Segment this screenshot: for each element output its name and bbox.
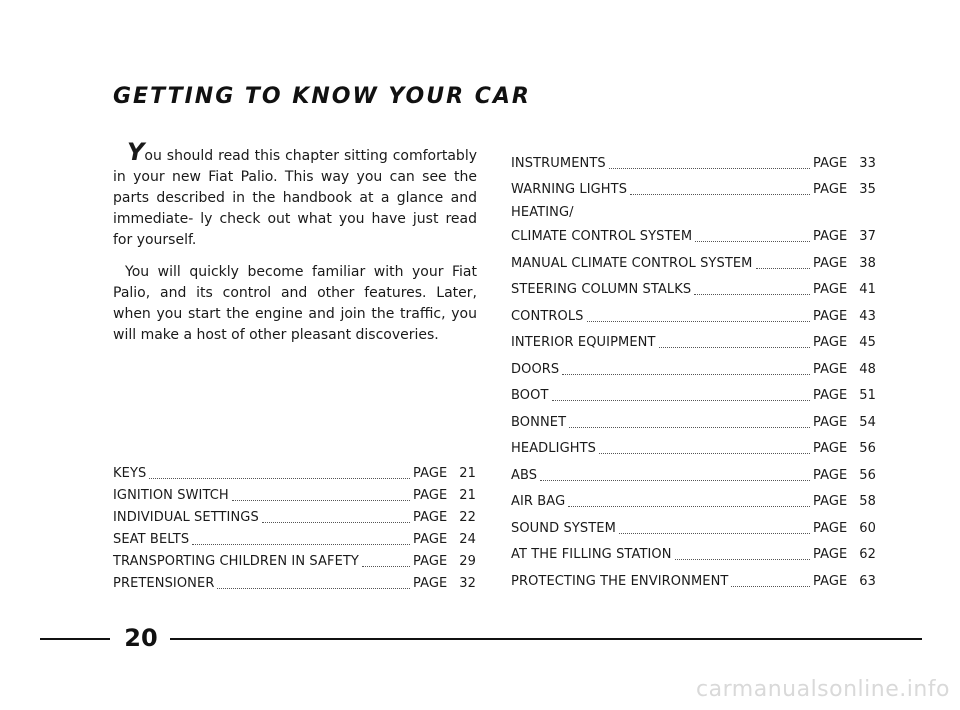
toc-page-word: PAGE	[813, 414, 848, 430]
toc-entry[interactable]	[511, 272, 876, 299]
toc-entry[interactable]	[511, 198, 876, 245]
toc-entry-label: SEAT BELTS	[113, 532, 190, 547]
toc-page-word: PAGE	[813, 155, 848, 171]
toc-entry-label: INDIVIDUAL SETTINGS	[113, 510, 259, 525]
toc-page-word: PAGE	[813, 520, 848, 536]
toc-page-number: 24	[459, 532, 476, 547]
dot-leader	[587, 321, 810, 322]
dot-leader	[262, 522, 410, 523]
toc-entry-label-line1: HEATING/	[511, 205, 574, 220]
toc-page-number: 58	[859, 494, 876, 509]
dot-leader	[362, 566, 410, 567]
toc-page-word: PAGE	[813, 441, 848, 456]
watermark: carmanualsonline.info	[696, 677, 950, 702]
toc-page-number: 60	[859, 520, 876, 536]
intro-paragraph-1-text: ou should read this chapter sitting comfortably in your new Fiat Palio. This way you can see the parts described in the handbook at a glance and immediate- ly check out what you have just read for yourself.	[113, 148, 477, 248]
toc-entry[interactable]	[511, 145, 876, 172]
chapter-title: GETTING TO KNOW YOUR CAR	[113, 84, 531, 109]
toc-entry[interactable]	[113, 548, 476, 570]
toc-entry-label: BONNET	[511, 414, 567, 430]
toc-entry-label: SOUND SYSTEM	[511, 520, 616, 536]
toc-page-number: 43	[859, 308, 876, 324]
toc-page-word: PAGE	[413, 488, 448, 503]
toc-page-word: PAGE	[413, 532, 448, 547]
toc-page-word: PAGE	[813, 182, 848, 197]
footer-rule-right	[170, 638, 922, 640]
dot-leader	[599, 453, 810, 454]
toc-page-word: PAGE	[813, 467, 848, 483]
toc-left-column	[113, 460, 476, 592]
toc-page-word: PAGE	[813, 255, 848, 271]
toc-page-word: PAGE	[413, 576, 448, 591]
toc-entry[interactable]	[511, 484, 876, 511]
toc-entry-label: CLIMATE CONTROL SYSTEM	[511, 229, 693, 244]
toc-entry-label: MANUAL CLIMATE CONTROL SYSTEM	[511, 255, 753, 271]
toc-entry-label: IGNITION SWITCH	[113, 488, 229, 503]
toc-page-word: PAGE	[813, 494, 848, 509]
toc-entry[interactable]	[113, 504, 476, 526]
toc-entry[interactable]	[511, 431, 876, 458]
dot-leader	[609, 168, 810, 169]
toc-entry-label: KEYS	[113, 466, 147, 481]
toc-entry-label: ABS	[511, 467, 538, 483]
toc-entry-label: HEADLIGHTS	[511, 441, 597, 456]
toc-page-word: PAGE	[413, 466, 448, 481]
dot-leader	[675, 559, 810, 560]
toc-page-word: PAGE	[813, 573, 848, 589]
dot-leader	[217, 588, 410, 589]
toc-entry[interactable]	[511, 457, 876, 484]
intro-text	[113, 138, 477, 357]
toc-page-word: PAGE	[413, 554, 448, 569]
toc-entry[interactable]	[511, 172, 876, 199]
toc-entry[interactable]	[511, 325, 876, 352]
toc-entry[interactable]	[113, 570, 476, 592]
toc-entry-label: AIR BAG	[511, 494, 566, 509]
toc-right-column	[511, 145, 876, 590]
dot-leader	[562, 374, 810, 375]
toc-entry[interactable]	[511, 510, 876, 537]
toc-entry[interactable]	[113, 460, 476, 482]
toc-page-number: 22	[459, 510, 476, 525]
dot-leader	[540, 480, 810, 481]
toc-page-number: 33	[859, 155, 876, 171]
dot-leader	[552, 400, 811, 401]
toc-page-word: PAGE	[813, 229, 848, 244]
drop-cap: Y	[127, 138, 145, 166]
toc-page-word: PAGE	[813, 361, 848, 377]
dot-leader	[659, 347, 810, 348]
toc-page-number: 51	[859, 388, 876, 403]
toc-entry-label: PROTECTING THE ENVIRONMENT	[511, 573, 729, 589]
toc-page-number: 32	[459, 576, 476, 591]
toc-page-number: 35	[859, 182, 876, 197]
toc-entry-label: INSTRUMENTS	[511, 155, 606, 171]
intro-paragraph-2: You will quickly become familiar with your Fiat Palio, and its control and other features. Later, when you start the engine and join the traffic, you will make a host of other pleasant discoveries.	[113, 264, 477, 343]
dot-leader	[731, 586, 810, 587]
dot-leader	[568, 506, 810, 507]
toc-entry[interactable]	[511, 404, 876, 431]
dot-leader	[569, 427, 810, 428]
toc-page-number: 38	[859, 255, 876, 271]
toc-page-number: 29	[459, 554, 476, 569]
toc-page-number: 56	[859, 467, 876, 483]
toc-page-word: PAGE	[413, 510, 448, 525]
dot-leader	[695, 241, 810, 242]
toc-page-number: 41	[859, 282, 876, 297]
toc-entry-label-group	[511, 205, 692, 245]
toc-entry-label: AT THE FILLING STATION	[511, 547, 672, 562]
toc-page-word: PAGE	[813, 335, 848, 350]
toc-page-word: PAGE	[813, 308, 848, 324]
intro-paragraph-1	[113, 138, 477, 251]
dot-leader	[630, 194, 810, 195]
toc-entry-label: DOORS	[511, 361, 560, 377]
toc-entry[interactable]	[511, 351, 876, 378]
toc-page-number: 62	[859, 547, 876, 562]
toc-entry-label: TRANSPORTING CHILDREN IN SAFETY	[113, 554, 359, 569]
toc-entry[interactable]	[511, 298, 876, 325]
toc-entry[interactable]	[511, 563, 876, 590]
toc-page-word: PAGE	[813, 282, 848, 297]
dot-leader	[694, 294, 810, 295]
dot-leader	[619, 533, 810, 534]
toc-entry-label: BOOT	[511, 388, 549, 403]
page-number: 20	[124, 624, 158, 652]
toc-entry-label: INTERIOR EQUIPMENT	[511, 335, 656, 350]
toc-page-number: 56	[859, 441, 876, 456]
toc-page-number: 48	[859, 361, 876, 377]
dot-leader	[149, 478, 410, 479]
toc-entry[interactable]	[113, 526, 476, 548]
toc-entry-label: STEERING COLUMN STALKS	[511, 282, 692, 297]
toc-entry-label: WARNING LIGHTS	[511, 182, 628, 197]
toc-entry[interactable]	[113, 482, 476, 504]
toc-page-word: PAGE	[813, 547, 848, 562]
toc-page-number: 21	[459, 466, 476, 481]
toc-page-number: 45	[859, 335, 876, 350]
footer-rule-left	[40, 638, 110, 640]
dot-leader	[756, 268, 811, 269]
toc-page-number: 37	[859, 229, 876, 244]
toc-entry[interactable]	[511, 378, 876, 405]
dot-leader	[232, 500, 410, 501]
toc-page-number: 54	[859, 414, 876, 430]
toc-entry-label: PRETENSIONER	[113, 576, 215, 591]
toc-page-word: PAGE	[813, 388, 848, 403]
toc-entry-label: CONTROLS	[511, 308, 584, 324]
toc-page-number: 63	[859, 573, 876, 589]
toc-entry[interactable]	[511, 537, 876, 564]
toc-page-number: 21	[459, 488, 476, 503]
toc-entry[interactable]	[511, 245, 876, 272]
dot-leader	[192, 544, 410, 545]
